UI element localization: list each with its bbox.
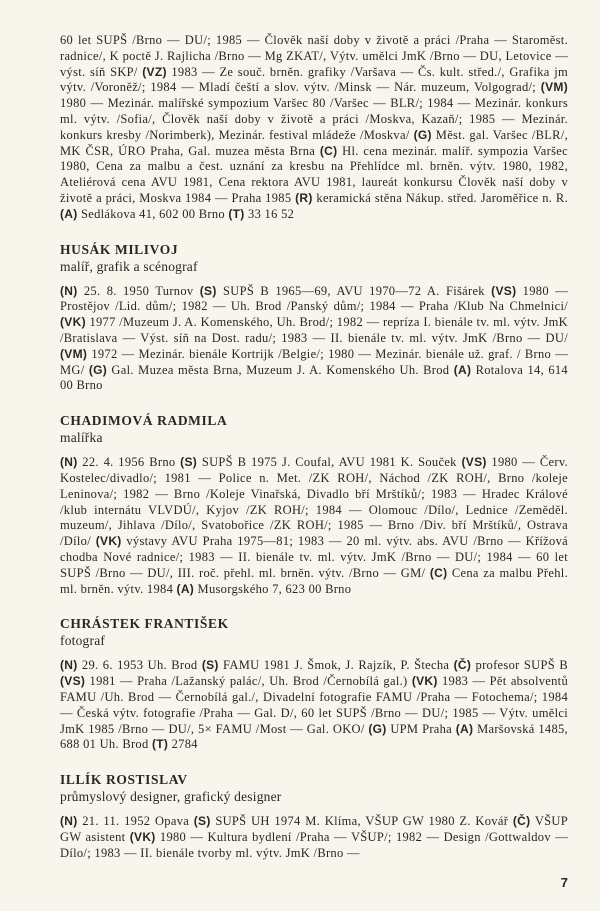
field-marker: (G) <box>88 362 108 377</box>
field-marker: (VK) <box>129 829 156 844</box>
entry-paragraph <box>60 284 568 395</box>
field-text: Sedlákova 41, 602 00 Brno <box>77 206 229 221</box>
field-text: FAMU 1981 J. Šmok, J. Rajzík, P. Štecha <box>218 658 454 673</box>
entry-name: CHRÁSTEK FRANTIŠEK <box>60 616 229 632</box>
field-marker: (N) <box>60 814 78 829</box>
intro-paragraph <box>60 33 568 223</box>
field-marker: (VS) <box>60 674 86 689</box>
entry-name: ILLÍK ROSTISLAV <box>60 772 188 788</box>
entry-name: HUSÁK MILIVOJ <box>60 241 179 257</box>
field-text: SUPŠ B 1975 J. Coufal, AVU 1981 K. Souček <box>197 455 462 470</box>
field-marker: (VS) <box>491 283 517 298</box>
field-marker: (VM) <box>540 80 568 95</box>
field-text: 1980 — Mezinár. malířské sympozium Varšec 80 /Varšec — BLR/; 1984 — Mezinár. konkurs ml. výtv. /Sofia/, Člověk naší doby v životě a práci /Moskva, Kazaň/; 1985 — Mezinár. konkurs kresby /Norimberk), Mezinár. festival mládeže /Moskva/ <box>60 96 568 142</box>
entry-husak <box>60 241 568 395</box>
field-marker: (VM) <box>60 346 88 361</box>
field-marker: (N) <box>60 455 78 470</box>
entry-role: průmyslový designer, grafický designer <box>60 789 282 805</box>
field-text: 25. 8. 1950 Turnov <box>77 283 200 298</box>
document-page <box>60 0 568 911</box>
field-text: 1983 — Pět absolventů FAMU /Uh. Brod — Černobílá gal./, Divadelní fotografie FAMU /Praha — Fotochema/; 1984 — Česká výtv. fotografie /Praha — Gal. D/, 60 let SUPŠ /Brno — DU/; 1985 — Výtv. umělci JmK 1985 /Brno — DU/, 5× FAMU /Most — Gal. OKO/ <box>60 674 568 736</box>
field-text: Musorgského 7, 623 00 Brno <box>194 581 352 596</box>
field-text: 1983 — Ze souč. brněn. grafiky /Varšava — Čs. kult. střed./, Grafika jm výtv. /Voroněž/; 1984 — Mladí čeští a slov. výtv. /Minsk — Nár. muzeum, Volgograd/; <box>60 64 568 95</box>
entry-name: CHADIMOVÁ RADMILA <box>60 413 228 429</box>
field-text: keramická stěna Nákup. střed. Jaroměřice n. R. <box>312 190 568 205</box>
field-text: SUPŠ UH 1974 M. Klíma, VŠUP GW 1980 Z. Kovář <box>210 814 513 829</box>
entry-role: malířka <box>60 430 103 446</box>
field-marker: (T) <box>151 737 169 752</box>
entry-illik <box>60 771 568 861</box>
field-text: Měst. gal. Varšec /BLR/, MK ČSR, ÚRO Praha, Gal. muzea města Brna <box>60 127 569 158</box>
field-text: SUPŠ B 1965—69, AVU 1970—72 A. Fišárek <box>216 283 492 298</box>
field-text: Rotalova 14, 614 00 Brno <box>60 362 568 393</box>
field-marker: (G) <box>413 127 432 142</box>
field-text: VŠUP GW asistent <box>60 814 568 844</box>
field-text: 1977 /Muzeum J. A. Komenského, Uh. Brod/; 1982 — repríza I. bienále tv. ml. výtv. JmK /Bratislava — Výst. síň na Dost. radu/; 1983 — II. bienále tv. ml. výtv. JmK /Brno — DU/ <box>60 315 568 345</box>
field-text: Cena za malbu Přehl. ml. brněn. výtv. 1984 <box>60 565 568 596</box>
field-text: 22. 4. 1956 Brno <box>77 455 181 470</box>
field-marker: (VK) <box>95 534 122 549</box>
field-text: 33 16 52 <box>244 206 295 221</box>
entry-paragraph <box>60 455 568 597</box>
field-text: 29. 6. 1953 Uh. Brod <box>77 658 202 673</box>
entry-role: fotograf <box>60 633 106 649</box>
field-text: Hl. cena mezinár. malíř. sympozia Varšec 1980, Cena za malbu a čest. uznání za kresbu na Přehlídce ml. brněn. výtv. 1980, 1982, Ateliérová cena AVU 1981, Cena rektora AVU 1981, laureát konkursu Člověk naší doby v životě a práci, Moskva 1984 — Praha 1985 <box>60 143 568 205</box>
field-text: 1980 — Kultura bydlení /Praha — VŠUP/; 1982 — Design /Gottwaldov — Dílo/; 1983 — II. bienále tvorby ml. výtv. JmK /Brno — <box>60 829 568 860</box>
field-text: 1980 — Červ. Kostelec/divadlo/; 1981 — Police n. Met. /ZK ROH/, Náchod /ZK ROH/, Brno /koleje Leninova/; 1982 — Brno /Koleje Vinařská, Divadlo bří Mrštíků/; 1983 — Hradec Králové /klub internátu VLVDÚ/, Kyjov /ZK ROH/; 1984 — Olomouc /Dílo/, Lednice /Zeměděl. muzeum/, Jihlava /Dílo/, Svatobořice /ZK ROH/; 1985 — Brno /Div. bří Mrštíků/, Ostrava /Dílo/ <box>60 455 569 549</box>
field-marker: (Č) <box>453 658 472 673</box>
field-marker: (Č) <box>512 814 531 829</box>
field-marker: (S) <box>180 455 198 470</box>
entry-chadimova <box>60 412 568 597</box>
field-marker: (G) <box>368 721 387 736</box>
field-marker: (S) <box>199 283 217 298</box>
entry-paragraph <box>60 814 568 861</box>
field-text: 60 let SUPŠ /Brno — DU/; 1985 — Člověk naší doby v životě a práci /Praha — Staroměst. radnice/, K poctě J. Rajlicha /Brno — Mg ZKAT/, Výtv. umělci JmK /Brno — DU, Letovice — výst. síň SKP/ <box>60 33 568 79</box>
page-number: 7 <box>560 875 568 891</box>
field-marker: (VK) <box>60 315 86 330</box>
field-text: UPM Praha <box>386 721 456 736</box>
entry-role: malíř, grafik a scénograf <box>60 258 198 274</box>
field-text: 1980 — Prostějov /Lid. dům/; 1982 — Uh. Brod /Panský dům/; 1984 — Praha /Klub Na Chmelnici/ <box>60 283 568 314</box>
field-marker: (VK) <box>411 674 438 689</box>
field-marker: (C) <box>319 143 338 158</box>
field-text: 2784 <box>168 737 198 752</box>
field-text: Gal. Muzea města Brna, Muzeum J. A. Komenského Uh. Brod <box>107 362 454 377</box>
field-marker: (VZ) <box>142 64 167 79</box>
field-text: 1972 — Mezinár. bienále Kortrijk /Belgie/; 1980 — Mezinár. bienále už. graf. / Brno — MG/ <box>60 346 568 377</box>
field-marker: (S) <box>201 658 219 673</box>
field-text: 21. 11. 1952 Opava <box>77 814 194 829</box>
field-marker: (N) <box>60 658 78 673</box>
field-marker: (A) <box>455 721 474 736</box>
entry-chrastek <box>60 615 568 753</box>
field-marker: (A) <box>176 581 195 596</box>
field-text: profesor SUPŠ B <box>471 658 568 673</box>
field-text: 1981 — Praha /Lažanský palác/, Uh. Brod /Černobílá gal.) <box>85 674 412 689</box>
field-marker: (N) <box>60 283 78 298</box>
entry-paragraph <box>60 658 568 753</box>
field-marker: (VS) <box>461 455 487 470</box>
field-marker: (R) <box>295 190 313 205</box>
field-marker: (S) <box>193 814 211 829</box>
field-text: Maršovská 1485, 688 01 Uh. Brod <box>60 721 568 752</box>
field-marker: (A) <box>60 206 78 221</box>
field-marker: (C) <box>429 565 448 580</box>
field-marker: (A) <box>453 362 472 377</box>
field-text: výstavy AVU Praha 1975—81; 1983 — 20 ml. výtv. abs. AVU /Brno — Křížová chodba Nové radnice/; 1983 — II. bienále tv. ml. výtv. JmK /Brno — DU/; 1984 — 60 let SUPŠ /Brno — DU/, III. roč. přehl. ml. brněn. výtv. /Brno — GM/ <box>60 534 568 580</box>
field-marker: (T) <box>228 206 245 221</box>
